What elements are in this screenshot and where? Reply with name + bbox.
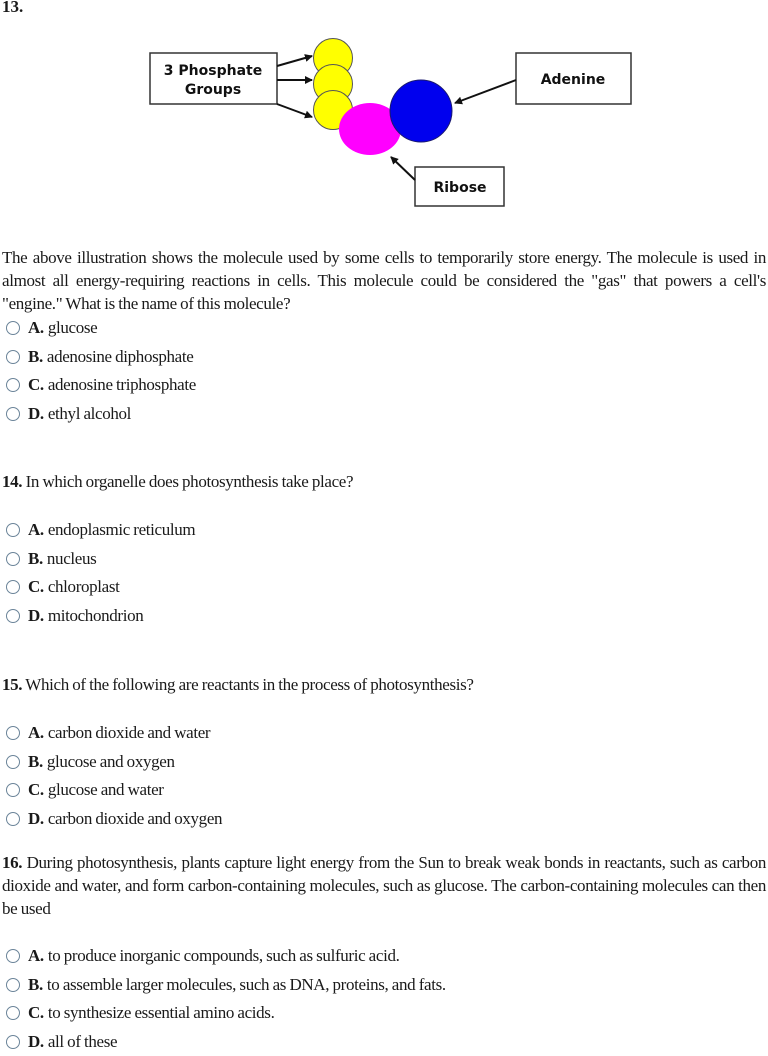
question-16-paragraph xyxy=(2,851,766,920)
question-13 xyxy=(2,246,766,315)
radio-button[interactable] xyxy=(6,609,20,623)
question-13-number: 13. xyxy=(2,0,23,17)
radio-button[interactable] xyxy=(6,378,20,392)
option-letter: B. xyxy=(28,549,43,569)
option-text: to produce inorganic compounds, such as sulfuric acid. xyxy=(48,946,400,966)
question-16-option-d[interactable] xyxy=(0,1028,446,1056)
option-text: to assemble larger molecules, such as DNA, proteins, and fats. xyxy=(47,975,446,995)
phosphate-arrow-1 xyxy=(277,56,312,66)
question-14-option-c[interactable] xyxy=(0,573,195,602)
question-15-number: 15. xyxy=(2,675,22,694)
option-letter: B. xyxy=(28,752,43,772)
question-15-options xyxy=(0,719,222,833)
option-text: adenosine triphosphate xyxy=(48,375,196,395)
option-letter: C. xyxy=(28,577,44,597)
option-text: nucleus xyxy=(47,549,96,569)
option-letter: A. xyxy=(28,520,44,540)
adenine-arrow xyxy=(455,80,516,103)
option-text: carbon dioxide and water xyxy=(48,723,210,743)
option-letter: D. xyxy=(28,809,44,829)
question-13-option-b[interactable] xyxy=(0,343,196,372)
question-15-option-a[interactable] xyxy=(0,719,222,748)
option-letter: A. xyxy=(28,723,44,743)
question-14-option-d[interactable] xyxy=(0,602,195,631)
question-14-text: In which organelle does photosynthesis take place? xyxy=(26,472,354,491)
atp-diagram xyxy=(0,0,768,220)
question-16-text: During photosynthesis, plants capture light energy from the Sun to break weak bonds in reactants, such as carbon dioxide and water, and form carbon-containing molecules, such as glucose. The carbon-containing molecules can then be used xyxy=(2,853,766,918)
phosphate-label-line1: 3 Phosphate xyxy=(164,63,262,79)
question-14-options xyxy=(0,516,195,630)
option-letter: C. xyxy=(28,780,44,800)
option-letter: D. xyxy=(28,606,44,626)
question-13-options xyxy=(0,314,196,428)
question-15-option-b[interactable] xyxy=(0,748,222,777)
option-text: all of these xyxy=(48,1032,117,1052)
option-letter: C. xyxy=(28,375,44,395)
radio-button[interactable] xyxy=(6,949,20,963)
question-15-option-c[interactable] xyxy=(0,776,222,805)
question-14-option-b[interactable] xyxy=(0,545,195,574)
radio-button[interactable] xyxy=(6,1035,20,1049)
question-15-text: Which of the following are reactants in the process of photosynthesis? xyxy=(25,675,473,694)
question-16-option-b[interactable] xyxy=(0,971,446,1000)
radio-button[interactable] xyxy=(6,552,20,566)
option-letter: D. xyxy=(28,1032,44,1052)
ribose-label-text: Ribose xyxy=(433,180,486,196)
radio-button[interactable] xyxy=(6,755,20,769)
question-16-option-c[interactable] xyxy=(0,999,446,1028)
option-letter: C. xyxy=(28,1003,44,1023)
question-13-option-c[interactable] xyxy=(0,371,196,400)
radio-button[interactable] xyxy=(6,1006,20,1020)
radio-button[interactable] xyxy=(6,726,20,740)
phosphate-arrow-3 xyxy=(277,104,312,117)
option-text: glucose xyxy=(48,318,97,338)
radio-button[interactable] xyxy=(6,978,20,992)
question-14-number: 14. xyxy=(2,472,22,491)
option-letter: A. xyxy=(28,946,44,966)
adenine-label-text: Adenine xyxy=(541,72,606,88)
option-letter: D. xyxy=(28,404,44,424)
option-text: ethyl alcohol xyxy=(48,404,131,424)
radio-button[interactable] xyxy=(6,523,20,537)
phosphate-label-line2: Groups xyxy=(185,82,241,98)
adenine-circle xyxy=(390,80,452,142)
option-text: carbon dioxide and oxygen xyxy=(48,809,222,829)
question-14-option-a[interactable] xyxy=(0,516,195,545)
radio-button[interactable] xyxy=(6,321,20,335)
question-16-number: 16. xyxy=(2,853,22,872)
question-16 xyxy=(2,851,766,920)
option-letter: A. xyxy=(28,318,44,338)
option-text: endoplasmic reticulum xyxy=(48,520,195,540)
radio-button[interactable] xyxy=(6,783,20,797)
question-16-options xyxy=(0,942,446,1056)
option-letter: B. xyxy=(28,347,43,367)
radio-button[interactable] xyxy=(6,350,20,364)
question-15-option-d[interactable] xyxy=(0,805,222,834)
question-15 xyxy=(2,675,474,695)
radio-button[interactable] xyxy=(6,407,20,421)
question-13-option-a[interactable] xyxy=(0,314,196,343)
question-14 xyxy=(2,472,353,492)
question-13-option-d[interactable] xyxy=(0,400,196,429)
option-text: glucose and water xyxy=(48,780,164,800)
question-13-text: The above illustration shows the molecule used by some cells to temporarily store energy. The molecule is used in almost all energy-requiring reactions in cells. This molecule could be considered the "gas" that powers a cell's "engine." What is the name of this molecule? xyxy=(2,246,766,315)
option-text: mitochondrion xyxy=(48,606,144,626)
adenine-label xyxy=(516,53,631,104)
question-16-option-a[interactable] xyxy=(0,942,446,971)
option-text: glucose and oxygen xyxy=(47,752,175,772)
radio-button[interactable] xyxy=(6,812,20,826)
option-letter: B. xyxy=(28,975,43,995)
phosphate-groups-label xyxy=(150,53,277,104)
radio-button[interactable] xyxy=(6,580,20,594)
option-text: adenosine diphosphate xyxy=(47,347,194,367)
option-text: to synthesize essential amino acids. xyxy=(48,1003,275,1023)
ribose-arrow xyxy=(391,157,415,180)
ribose-label xyxy=(415,167,504,206)
option-text: chloroplast xyxy=(48,577,120,597)
